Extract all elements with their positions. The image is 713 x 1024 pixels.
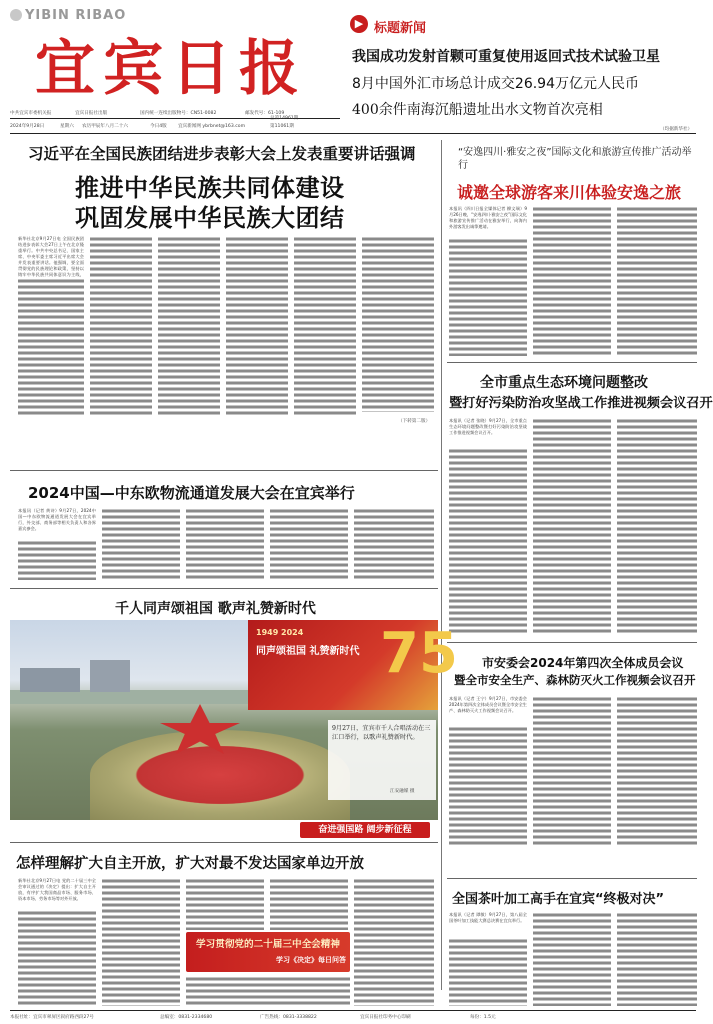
- headline-item-1[interactable]: 我国成功发射首颗可重复使用返回式技术试验卫星: [352, 49, 660, 65]
- choir-photo[interactable]: [10, 620, 458, 820]
- play-icon: ▶: [350, 15, 368, 33]
- lead-continued: （下转第二版）: [398, 419, 431, 424]
- pub-line2: 宜宾日报社出版: [75, 111, 108, 116]
- study-banner-line1: 学习贯彻党的二十届三中全会精神: [196, 939, 340, 950]
- culture-body: 本报讯（四川日报全媒体记者 柳文瑞）9月26日晚，“安逸四川·雅安之夜”国际文化和旅游宣传推广活动在雅安举行，向海内外游客发出诚挚邀请。: [449, 206, 527, 229]
- open-body: 新华社北京9月27日电 党的二十届三中全会审议通过的《决定》提出：扩大自主开放，有序扩大我国商品市场、服务市场、资本市场、劳务市场等对外开放。: [18, 878, 96, 901]
- env-title-2[interactable]: 暨打好污染防治攻坚战工作推进视频会议召开: [449, 396, 713, 411]
- env-title-1[interactable]: 全市重点生态环境问题整改: [480, 375, 648, 391]
- photo-credit: 江安融媒 摄: [390, 789, 415, 794]
- banner-years: 1949 2024: [256, 628, 304, 637]
- pub-line4: 邮发代号：61-109: [245, 111, 285, 116]
- env-body: 本报讯（记者 张晓）9月27日，全市重点生态环境问题整改暨打好污染防治攻坚战工作推进视频会议召开。: [449, 418, 527, 435]
- pub-date: 2024年9月28日: [10, 124, 45, 129]
- open-title[interactable]: 怎样理解扩大自主开放，扩大对最不发达国家单边开放: [16, 856, 364, 872]
- lead-title-1[interactable]: 推进中华民族共同体建设: [75, 174, 345, 202]
- lead-title-2[interactable]: 巩固发展中华民族大团结: [75, 204, 345, 232]
- banner-slogan: 同声颂祖国 礼赞新时代: [256, 646, 360, 657]
- pub-pages: 今日4版: [150, 124, 167, 129]
- logistics-body: 本报讯（记者 黄诗）9月27日，2024中国—中东欧物流通道发展大会在宜宾举行，外交部、商务部等相关负责人和各界嘉宾参会。: [18, 508, 96, 531]
- lead-body: 新华社北京9月27日电 全国民族团结进步表彰大会27日上午在北京隆重举行。中共中央总书记、国家主席、中央军委主席习近平出席大会并发表重要讲话。他强调，要全面贯彻党的民族理论和政策，坚持以铸牢中华民族共同体意识为主线，: [18, 236, 84, 277]
- footer-price: 每份：1.5元: [470, 1015, 496, 1020]
- culture-kicker: “安逸四川·雅安之夜”国际文化和旅游宣传推广活动举行: [458, 147, 692, 171]
- pub-line1: 中共宜宾市委机关报: [10, 111, 52, 116]
- footer-address: 本报社址：宜宾市翠屏区叙府路西段27号: [10, 1015, 94, 1020]
- standing-title-1[interactable]: 市安委会2024年第四次全体成员会议: [482, 656, 684, 670]
- lead-kicker: 习近平在全国民族团结进步表彰大会上发表重要讲话强调: [28, 145, 416, 163]
- study-banner-line2: 学习《决定》每日问答: [276, 956, 346, 964]
- pub-issue: 总第14961期: [270, 116, 299, 121]
- standing-body: 本报讯（记者 王宁）9月27日，市安委会2024年第四次全体成员会议暨全市安全生产、森林防灭火工作视频会议召开。: [449, 696, 527, 713]
- newspaper-title: 宜宾日报: [35, 34, 307, 104]
- tea-body: 本报讯（记者 谭敏）9月27日，第八届全国茶叶加工技能大赛总决赛在宜宾举行。: [449, 912, 527, 923]
- footer-ads: 广告热线：0831-3338822: [260, 1015, 317, 1020]
- headline-item-2[interactable]: 8月中国外汇市场总计成交26.94万亿元人民币: [352, 76, 639, 92]
- headline-item-3[interactable]: 400余件南海沉船遗址出水文物首次亮相: [352, 102, 603, 118]
- pub-web: 宜宾新闻网 ybrbnet@163.com: [178, 124, 246, 129]
- pub-edition: 第11061期: [270, 124, 294, 129]
- sticker-slogan: 奋进强国路 阔步新征程: [300, 822, 430, 838]
- headline-news-label: 标题新闻: [374, 21, 427, 36]
- photo-caption: 9月27日，宜宾市千人合唱活动在三江口举行，以歌声礼赞新时代。: [328, 720, 436, 800]
- pub-weekday: 星期六: [60, 124, 74, 129]
- tea-title[interactable]: 全国茶叶加工高手在宜宾“终极对决”: [452, 892, 665, 907]
- culture-title[interactable]: 诚邀全球游客来川体验安逸之旅: [457, 183, 682, 202]
- photo-story-title[interactable]: 千人同声颂祖国 歌声礼赞新时代: [115, 601, 316, 617]
- anniversary-75-icon: 75: [380, 621, 458, 686]
- footer-printer: 宜宾日报社印务中心印刷: [360, 1015, 411, 1020]
- standing-title-2[interactable]: 暨全市安全生产、森林防灭火工作视频会议召开: [454, 673, 696, 687]
- brand-logo: [10, 8, 180, 30]
- pub-lunar: 农历甲辰年八月二十六: [82, 124, 128, 129]
- pub-line3: 国内统一连续出版物号：CN51-0082: [140, 111, 217, 116]
- logistics-title[interactable]: 2024中国—中东欧物流通道发展大会在宜宾举行: [28, 484, 355, 502]
- brand-en: YIBIN RIBAO: [25, 8, 127, 23]
- brand-circle-icon: [10, 9, 22, 21]
- headline-source: （均据新华社）: [660, 127, 693, 132]
- footer-phone: 总编室：0831-2334680: [160, 1015, 213, 1020]
